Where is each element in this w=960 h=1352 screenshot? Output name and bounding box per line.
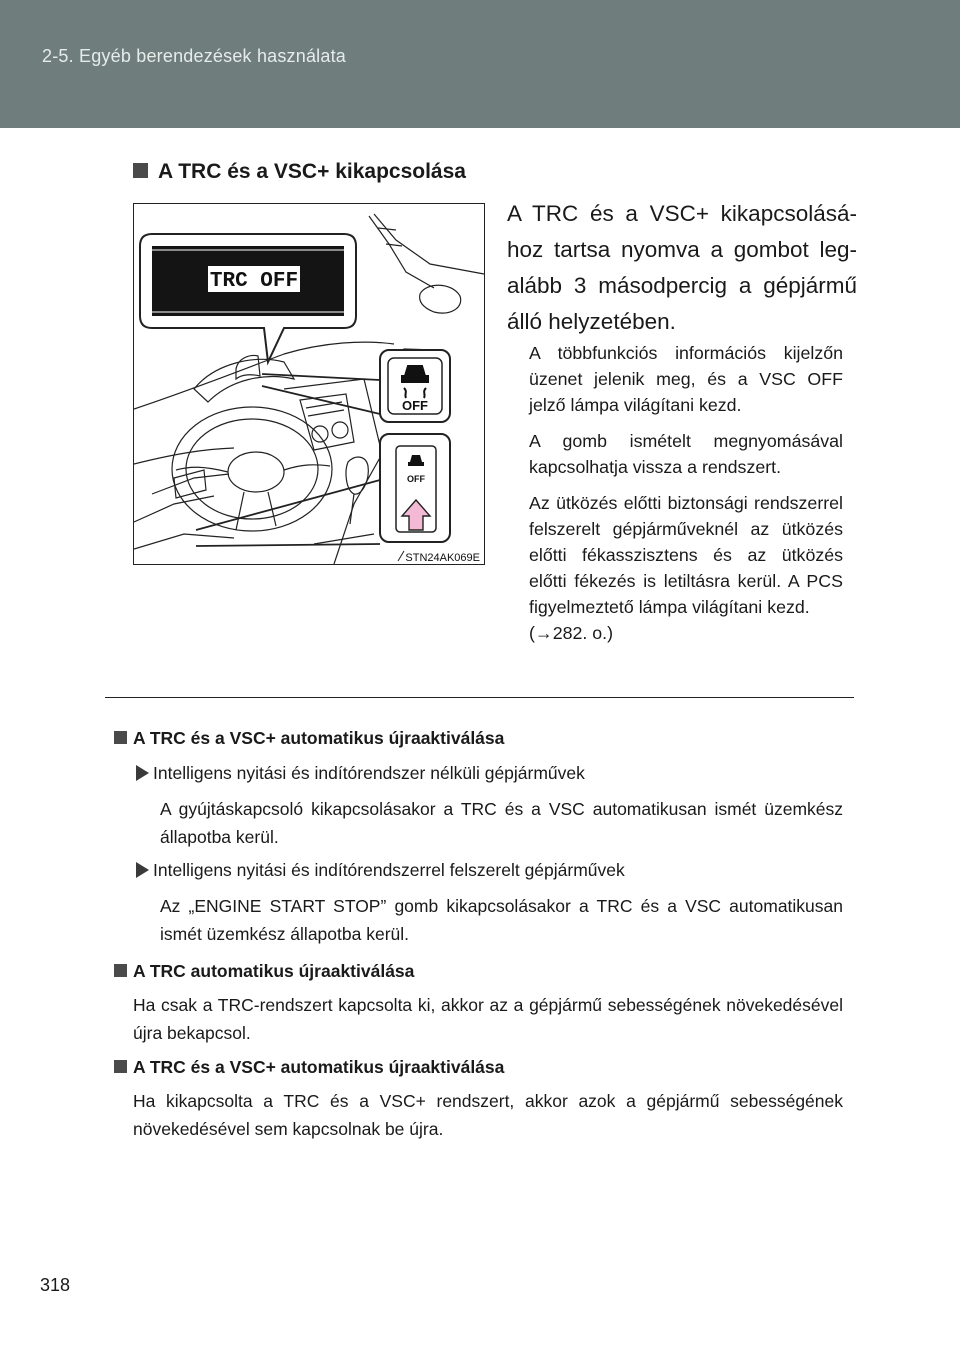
page-number: 318 — [40, 1275, 71, 1295]
note-reactivate: A gomb ismételt megnyomásával kapcsolhatja vissza a rendszert. — [529, 431, 843, 477]
triangle-bullet-icon — [136, 765, 149, 781]
bullet-item-text: Intelligens nyitási és indítórendszer nélküli gépjárművek — [153, 763, 585, 783]
bullet-item — [136, 763, 585, 784]
paragraph: Az „ENGINE START STOP” gomb kikapcsolásakor a TRC és a VSC automatikusan ismét üzemkész állapotba kerül. — [160, 896, 843, 944]
bullet-item-text: Intelligens nyitási és indítórendszerrel felszerelt gépjárművek — [153, 860, 625, 880]
note-display-message: A többfunkciós információs kijelzőn üzenet jelenik meg, és a VSC OFF jelző lámpa világítani kezd. — [529, 343, 843, 415]
paragraph: Ha csak a TRC-rendszert kapcsolta ki, akkor az a gépjármű sebességének növekedésével újra bekapcsol. — [133, 995, 843, 1043]
subsection-heading — [114, 728, 504, 749]
trc-off-text: TRC OFF — [209, 270, 299, 293]
note-pcs-text: Az ütközés előtti biztonsági rendszerrel felszerelt gépjárműveknél az ütközés előtti fékasszisztens és az ütközés előtti fékezés is letiltásra kerül. A PCS figyelmeztető lámpa világítani kezd. — [529, 493, 843, 617]
section-title-text: A TRC és a VSC+ kikapcsolása — [158, 160, 466, 183]
header-band — [0, 0, 960, 128]
section-title — [133, 160, 466, 184]
square-bullet-icon — [114, 731, 127, 744]
figure-code: STN24AK069E — [405, 552, 480, 564]
intro-paragraph: A TRC és a VSC+ kikapcsolásához tartsa nyomva a gombot legalább 3 másodpercig a gépjármű álló helyzetében. — [507, 201, 857, 334]
paragraph: A gyújtáskapcsoló kikapcsolásakor a TRC és a VSC automatikusan ismét üzemkész állapotba kerül. — [160, 799, 843, 847]
subsection-heading-text: A TRC és a VSC+ automatikus újraaktiválása — [133, 1057, 505, 1077]
chapter-title: 2-5. Egyéb berendezések használata — [42, 46, 347, 66]
page-reference-link[interactable]: (→282. o.) — [529, 623, 614, 643]
paragraph: Ha kikapcsolta a TRC és a VSC+ rendszert, akkor azok a gépjármű sebességének növekedésével sem kapcsolnak be újra. — [133, 1091, 843, 1139]
subsection-heading-text: A TRC automatikus újraaktiválása — [133, 961, 415, 981]
square-bullet-icon — [114, 1060, 127, 1073]
bullet-item — [136, 860, 625, 881]
subsection-heading-text: A TRC és a VSC+ automatikus újraaktiválása — [133, 728, 505, 748]
subsection-heading — [114, 961, 414, 982]
small-button-off-label: OFF — [407, 474, 425, 484]
large-button-off-label: OFF — [402, 398, 428, 413]
triangle-bullet-icon — [136, 862, 149, 878]
note-pcs — [529, 490, 843, 646]
dashboard-drawing — [134, 204, 486, 566]
section-divider — [105, 697, 854, 698]
subsection-heading — [114, 1057, 504, 1078]
dashboard-illustration — [133, 203, 485, 565]
square-bullet-icon — [114, 964, 127, 977]
square-bullet-icon — [133, 163, 148, 178]
